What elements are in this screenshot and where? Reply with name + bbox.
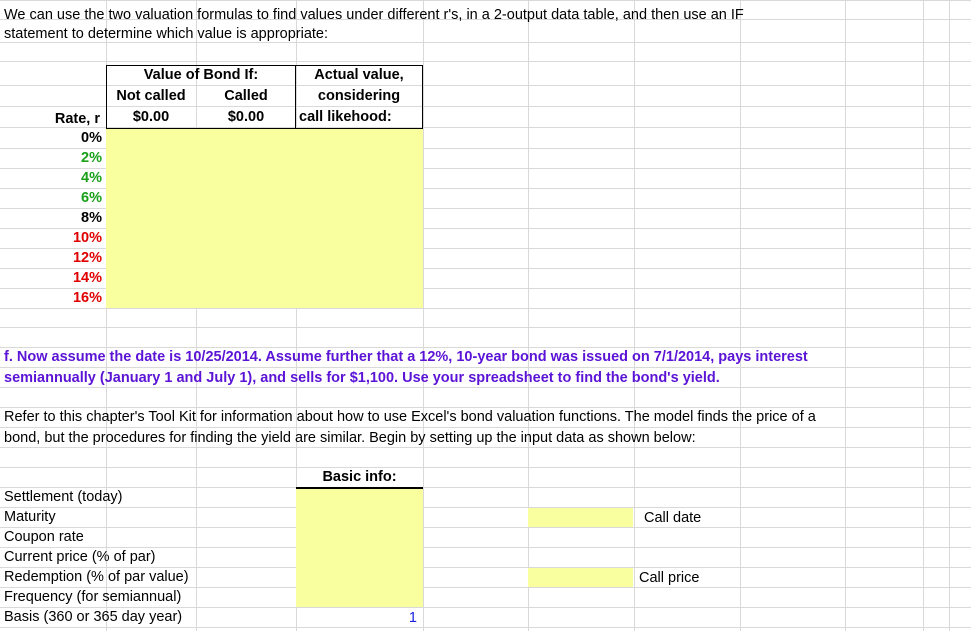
grid-row-line xyxy=(0,507,971,508)
grid-row-line xyxy=(0,487,971,488)
actual-value-header-line-3: call likehood: xyxy=(299,109,392,125)
grid-col-line xyxy=(423,0,424,631)
basic-info-header: Basic info: xyxy=(322,469,397,485)
not-called-value[interactable]: $0.00 xyxy=(132,109,170,125)
intro-line-2: statement to determine which value is appropriate: xyxy=(4,26,329,42)
basis-value[interactable]: 1 xyxy=(408,610,417,626)
grid-row-line xyxy=(0,0,971,1)
grid-col-line xyxy=(845,0,846,631)
intro-line-1: We can use the two valuation formulas to find values under different r's, in a 2-output data table, and then use an IF xyxy=(4,7,744,23)
basic-info-input-cells[interactable] xyxy=(296,489,423,607)
rate-value: 16% xyxy=(72,290,102,306)
data-table-output-cells[interactable] xyxy=(106,129,423,308)
grid-col-line xyxy=(923,0,924,631)
grid-col-line xyxy=(949,0,950,631)
input-label: Frequency (for semiannual) xyxy=(4,589,182,605)
value-of-bond-header: Value of Bond If: xyxy=(143,67,259,83)
grid-row-line xyxy=(0,327,971,328)
input-label: Redemption (% of par value) xyxy=(4,569,189,585)
input-label: Basis (360 or 365 day year) xyxy=(4,609,183,625)
rate-value: 0% xyxy=(81,130,102,146)
input-label: Settlement (today) xyxy=(4,489,123,505)
grid-row-line xyxy=(0,467,971,468)
rate-value: 6% xyxy=(81,190,102,206)
grid-row-line xyxy=(0,61,971,62)
grid-col-line xyxy=(634,0,635,631)
rate-label: Rate, r xyxy=(54,111,100,127)
grid-col-line xyxy=(528,0,529,631)
call-date-input[interactable] xyxy=(528,508,633,527)
grid-row-line xyxy=(0,527,971,528)
actual-value-header-line-2: considering xyxy=(317,88,401,104)
called-header: Called xyxy=(224,88,268,104)
rate-value: 14% xyxy=(72,270,102,286)
call-price-input[interactable] xyxy=(528,568,633,587)
part-f-line-1: f. Now assume the date is 10/25/2014. Assume further that a 12%, 10-year bond was issued on 7/1/2014, pays interest xyxy=(4,349,808,365)
rate-value: 12% xyxy=(72,250,102,266)
rate-value: 8% xyxy=(81,210,102,226)
input-label: Current price (% of par) xyxy=(4,549,156,565)
rate-value: 2% xyxy=(81,150,102,166)
input-label: Coupon rate xyxy=(4,529,84,545)
part-f-line-2: semiannually (January 1 and July 1), and sells for $1,100. Use your spreadsheet to find the bond's yield. xyxy=(4,370,720,386)
rate-value: 10% xyxy=(72,230,102,246)
called-value[interactable]: $0.00 xyxy=(227,109,265,125)
not-called-header: Not called xyxy=(116,88,186,104)
grid-col-line xyxy=(740,0,741,631)
actual-value-header-line-1: Actual value, xyxy=(314,67,404,83)
call-date-label: Call date xyxy=(644,510,702,526)
input-label: Maturity xyxy=(4,509,56,525)
rate-value: 4% xyxy=(81,170,102,186)
grid-row-line xyxy=(0,308,971,309)
grid-row-line xyxy=(0,627,971,628)
refer-line-2: bond, but the procedures for finding the yield are similar. Begin by setting up the input data as shown below: xyxy=(4,430,696,446)
call-price-label: Call price xyxy=(639,570,700,586)
refer-line-1: Refer to this chapter's Tool Kit for information about how to use Excel's bond valuation functions. The model finds the price of a xyxy=(4,409,816,425)
